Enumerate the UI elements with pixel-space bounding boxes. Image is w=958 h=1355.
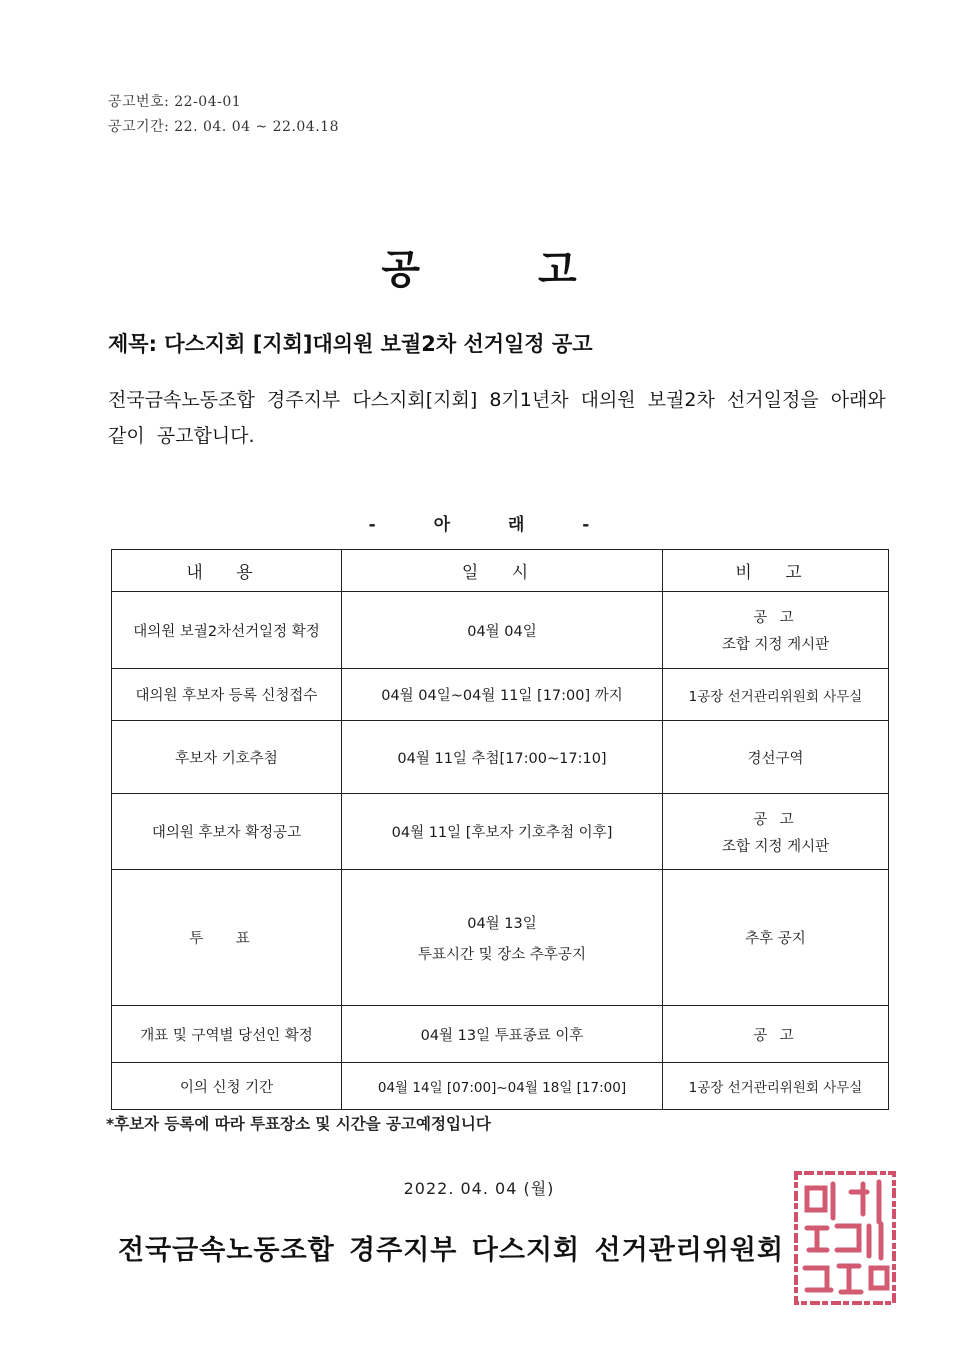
subject-line: 제목: 다스지회 [지회]대의원 보궐2차 선거일정 공고 [108, 332, 593, 356]
table-row [112, 592, 889, 669]
table-row [112, 721, 889, 794]
datetime-line-2: 투표시간 및 장소 추후공지 [418, 946, 586, 963]
table-row [112, 669, 889, 721]
remark-line-2: 조합 지정 게시판 [721, 637, 830, 653]
row-datetime: 04월 14일 [07:00]~04월 18일 [17:00] [342, 1063, 663, 1110]
header-content: 내 용 [112, 550, 342, 592]
remark-line-1: 공 고 [753, 811, 798, 828]
document-title: 공 고 [381, 247, 629, 293]
datetime-line-1: 04월 13일 [467, 915, 537, 932]
row-remark [663, 794, 889, 870]
row-datetime: 04월 04일~04월 11일 [17:00] 까지 [342, 669, 663, 721]
official-seal [793, 1170, 897, 1306]
row-content: 대의원 후보자 확정공고 [112, 794, 342, 870]
row-datetime: 04월 04일 [342, 592, 663, 669]
row-remark: 1공장 선거관리위원회 사무실 [663, 1063, 889, 1110]
table-row [112, 870, 889, 1006]
issue-date: 2022. 04. 04 (월) [403, 1179, 555, 1198]
row-remark: 추후 공지 [663, 870, 889, 1006]
intro-paragraph: 전국금속노동조합 경주지부 다스지회[지회] 8기1년차 대의원 보궐2차 선거일정을 아래와 같이 공고합니다. [108, 389, 886, 447]
table-header-row [112, 550, 889, 592]
schedule-table [111, 549, 889, 1110]
row-datetime: 04월 11일 [후보자 기호추첨 이후] [342, 794, 663, 870]
below-heading: - 아 래 - [368, 515, 616, 535]
row-datetime [342, 870, 663, 1006]
row-content: 투 표 [112, 870, 342, 1006]
row-content: 대의원 보궐2차선거일정 확정 [112, 592, 342, 669]
footnote: *후보자 등록에 따라 투표장소 및 시간을 공고예정입니다 [106, 1115, 491, 1133]
table-row [112, 1006, 889, 1063]
row-remark: 경선구역 [663, 721, 889, 794]
row-content: 대의원 후보자 등록 신청접수 [112, 669, 342, 721]
header-remark: 비 고 [663, 550, 889, 592]
row-content: 개표 및 구역별 당선인 확정 [112, 1006, 342, 1063]
row-content: 이의 신청 기간 [112, 1063, 342, 1110]
notice-number: 공고번호: 22-04-01 [108, 94, 242, 110]
row-remark [663, 592, 889, 669]
row-content: 후보자 기호추첨 [112, 721, 342, 794]
row-datetime: 04월 13일 투표종료 이후 [342, 1006, 663, 1063]
remark-line-2: 조합 지정 게시판 [721, 838, 830, 855]
row-datetime: 04월 11일 추첨[17:00~17:10] [342, 721, 663, 794]
header-datetime: 일 시 [342, 550, 663, 592]
table-row [112, 1063, 889, 1110]
notice-period: 공고기간: 22. 04. 04 ~ 22.04.18 [108, 119, 339, 135]
row-remark: 1공장 선거관리위원회 사무실 [663, 669, 889, 721]
row-remark: 공 고 [663, 1006, 889, 1063]
table-row [112, 794, 889, 870]
organization-name: 전국금속노동조합 경주지부 다스지회 선거관리위원회 [118, 1235, 785, 1266]
remark-line-1: 공 고 [753, 610, 798, 626]
